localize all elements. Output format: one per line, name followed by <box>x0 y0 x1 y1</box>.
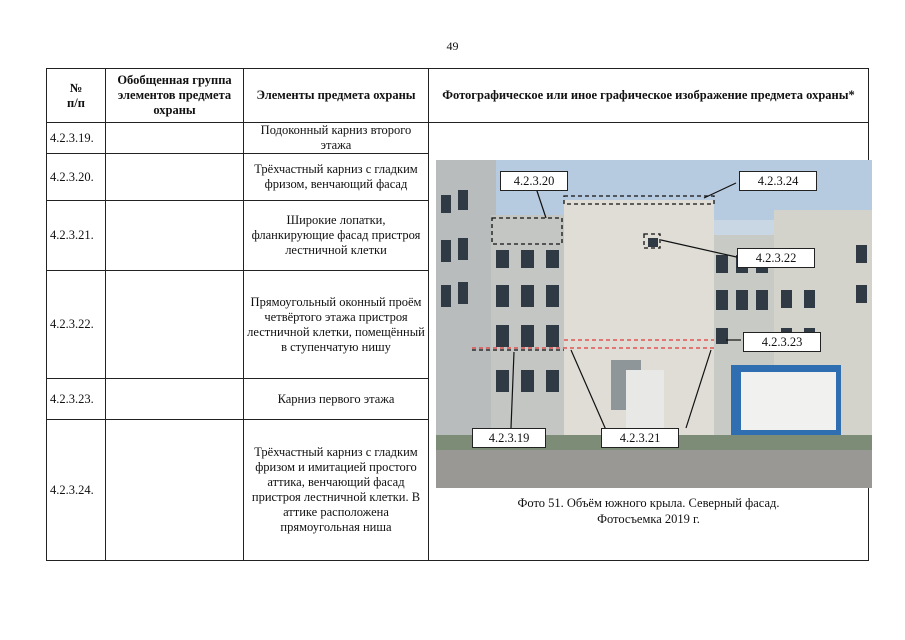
caption-line-2: Фотосъемка 2019 г. <box>597 511 700 526</box>
row-group <box>106 201 244 271</box>
header-num: № п/п <box>47 69 106 123</box>
row-element: Прямоугольный оконный проём четвёртого этажа пристроя лестничной клетки, помещённый в ступенчатую нишу <box>244 271 429 379</box>
row-element: Подоконный карниз второго этажа <box>244 123 429 154</box>
row-group <box>106 271 244 379</box>
table-row <box>47 123 869 154</box>
marker-label-4-2-3-24: 4.2.3.24 <box>739 171 817 191</box>
photo-cell <box>429 123 869 561</box>
row-number: 4.2.3.19. <box>47 123 106 154</box>
row-group <box>106 420 244 561</box>
row-number: 4.2.3.21. <box>47 201 106 271</box>
header-elements: Элементы предмета охраны <box>244 69 429 123</box>
marker-label-4-2-3-23: 4.2.3.23 <box>743 332 821 352</box>
header-group: Обобщенная группа элементов предмета охраны <box>106 69 244 123</box>
row-number: 4.2.3.23. <box>47 379 106 420</box>
header-image: Фотографическое или иное графическое изображение предмета охраны* <box>429 69 869 123</box>
marker-label-4-2-3-20: 4.2.3.20 <box>500 171 568 191</box>
photo-caption <box>432 495 865 527</box>
page-number: 49 <box>446 39 459 53</box>
row-group <box>106 379 244 420</box>
row-element: Трёхчастный карниз с гладким фризом, венчающий фасад <box>244 154 429 201</box>
row-number: 4.2.3.22. <box>47 271 106 379</box>
row-group <box>106 123 244 154</box>
facade-photo <box>436 160 872 488</box>
row-element: Карниз первого этажа <box>244 379 429 420</box>
row-element: Широкие лопатки, фланкирующие фасад пристроя лестничной клетки <box>244 201 429 271</box>
row-element: Трёхчастный карниз с гладким фризом и имитацией простого аттика, венчающий фасад пристроя лестничной клетки. В аттике расположена прямоугольная ниша <box>244 420 429 561</box>
marker-label-4-2-3-21: 4.2.3.21 <box>601 428 679 448</box>
row-number: 4.2.3.24. <box>47 420 106 561</box>
row-number: 4.2.3.20. <box>47 154 106 201</box>
table-header-row <box>47 69 869 123</box>
marker-label-4-2-3-22: 4.2.3.22 <box>737 248 815 268</box>
heritage-elements-table <box>46 68 869 561</box>
caption-line-1: Фото 51. Объём южного крыла. Северный фасад. <box>517 495 780 510</box>
row-group <box>106 154 244 201</box>
marker-label-4-2-3-19: 4.2.3.19 <box>472 428 546 448</box>
